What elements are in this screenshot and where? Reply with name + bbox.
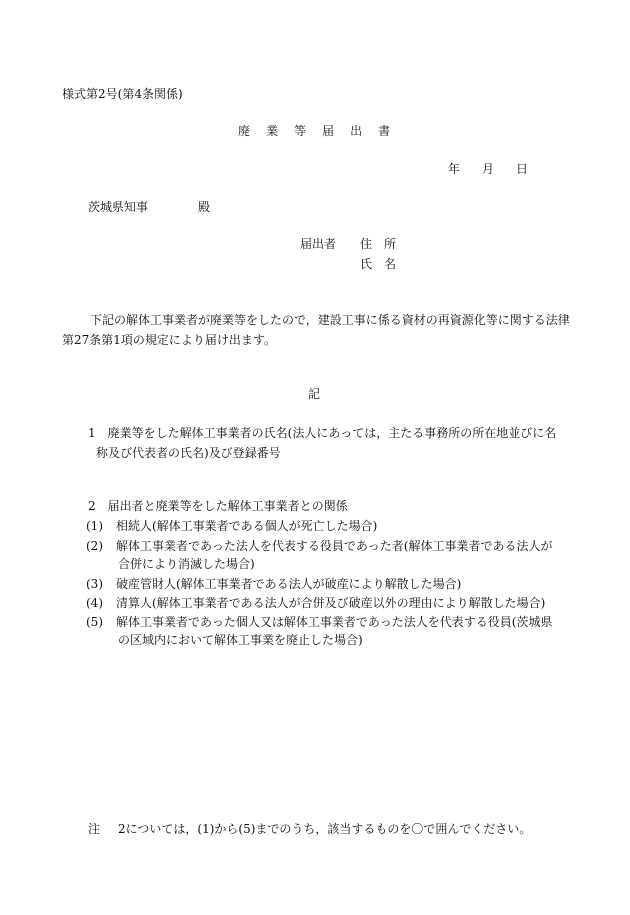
option-text-continued: の区域内において解体工事業を廃止した場合) bbox=[118, 633, 363, 647]
relation-option bbox=[86, 575, 566, 593]
relation-option bbox=[86, 594, 566, 612]
applicant-label: 届出者 bbox=[300, 237, 337, 251]
option-text: 破産管財人(解体工事業者である法人が破産により解散した場合) bbox=[116, 577, 462, 591]
option-text: 解体工事業者であった法人を代表する役員であった者(解体工事業者である法人が bbox=[116, 539, 553, 553]
option-text-continued: 合併により消滅した場合) bbox=[118, 557, 255, 571]
form-number: 様式第2号(第4条関係) bbox=[62, 87, 183, 101]
body-text: 下記の解体工事業者が廃業等をしたので，建設工事に係る資材の再資源化等に関する法律第27条第1項の規定により届け出ます。 bbox=[62, 313, 570, 347]
address-label: 住 所 bbox=[360, 237, 397, 251]
item-1-line: 称及び代表者の氏名)及び登録番号 bbox=[96, 446, 281, 460]
date-line bbox=[448, 161, 550, 177]
title-char: 等 bbox=[294, 124, 307, 138]
title-char: 書 bbox=[378, 124, 391, 138]
note bbox=[88, 821, 531, 837]
addressee-name: 茨城県知事 bbox=[88, 200, 149, 214]
item-1 bbox=[88, 423, 558, 463]
option-text: 相続人(解体工事業者である個人が死亡した場合) bbox=[116, 519, 378, 533]
option-number: (5) bbox=[86, 615, 103, 629]
relation-option bbox=[86, 613, 566, 649]
option-number: (2) bbox=[86, 539, 103, 553]
option-number: (4) bbox=[86, 596, 103, 610]
relation-option bbox=[86, 537, 566, 573]
relation-option bbox=[86, 517, 566, 535]
item-1-line: 1 廃業等をした解体工事業者の氏名(法人にあっては，主たる事務所の所在地並びに名 bbox=[88, 426, 557, 440]
option-number: (3) bbox=[86, 577, 103, 591]
date-day: 日 bbox=[516, 162, 529, 176]
name-label: 氏 名 bbox=[360, 257, 397, 271]
date-year: 年 bbox=[448, 162, 461, 176]
option-text: 清算人(解体工事業者である法人が合併及び破産以外の理由により解散した場合) bbox=[116, 596, 546, 610]
ki-heading: 記 bbox=[308, 387, 321, 401]
item-2-title: 2 届出者と廃業等をした解体工事業者との関係 bbox=[88, 499, 348, 513]
date-month: 月 bbox=[482, 162, 495, 176]
title-char: 届 bbox=[322, 124, 335, 138]
option-text: 解体工事業者であった個人又は解体工事業者であった法人を代表する役員(茨城県 bbox=[116, 615, 553, 629]
title-char: 廃 bbox=[238, 124, 251, 138]
addressee bbox=[88, 199, 210, 215]
addressee-suffix: 殿 bbox=[198, 200, 211, 214]
option-number: (1) bbox=[86, 519, 103, 533]
document-title bbox=[238, 123, 406, 139]
note-text: 2については，(1)から(5)までのうち，該当するものを〇で囲んでください。 bbox=[118, 822, 532, 836]
note-label: 注 bbox=[88, 822, 101, 836]
title-char: 業 bbox=[266, 124, 279, 138]
title-char: 出 bbox=[350, 124, 363, 138]
